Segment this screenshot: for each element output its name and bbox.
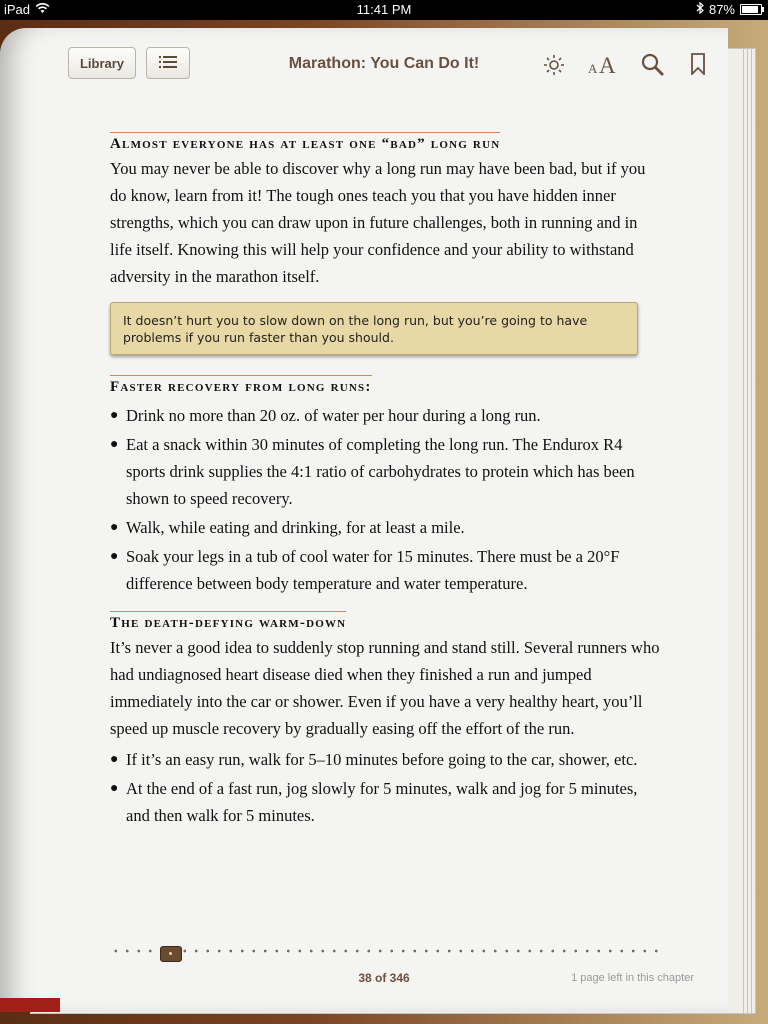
page-number: 38 of 346 (358, 971, 410, 985)
table-of-contents-button[interactable] (146, 47, 190, 79)
list-item: ● If it’s an easy run, walk for 5–10 minutes before going to the car, shower, etc. (110, 750, 638, 769)
list-item: ● Walk, while eating and drinking, for at least a mile. (110, 518, 465, 537)
list-item-text: Eat a snack within 30 minutes of completing the long run. The Endurox R4 sports drink supplies the 4:1 ratio of carbohydrates to protein which has been shown to speed recovery. (126, 435, 635, 508)
tip-box: It doesn’t hurt you to slow down on the long run, but you’re going to have problems if you run faster than you should. (110, 302, 638, 355)
section-heading: The death-defying warm-down (110, 611, 346, 632)
page-content (110, 132, 660, 831)
section-heading: Faster recovery from long runs: (110, 375, 372, 396)
library-button[interactable]: Library (68, 47, 136, 79)
paragraph: You may never be able to discover why a long run may have been bad, but if you do know, learn from it! The tough ones teach you that you have hidden inner strengths, which you can draw upon in future challenges, both in running and in life itself. Knowing this will help your confidence and your ability to withstand adversity in the marathon itself. (110, 159, 646, 286)
list-item: ● At the end of a fast run, jog slowly for 5 minutes, walk and jog for 5 minutes, and then walk for 5 minutes. (110, 779, 638, 825)
svg-text:A: A (599, 53, 616, 76)
list-item: ● Soak your legs in a tub of cool water for 15 minutes. There must be a 20°F difference between body temperature and water temperature. (110, 547, 620, 593)
search-icon[interactable] (641, 53, 665, 82)
list-item: ● Eat a snack within 30 minutes of completing the long run. The Endurox R4 sports drink supplies the 4:1 ratio of carbohydrates to protein which has been shown to speed recovery. (110, 435, 635, 508)
list-item-text: Walk, while eating and drinking, for at least a mile. (126, 518, 465, 537)
list-icon (159, 55, 177, 72)
bullet-list (110, 746, 660, 829)
list-item-text: Soak your legs in a tub of cool water for 15 minutes. There must be a 20°F difference between body temperature and water temperature. (126, 547, 620, 593)
bullet-list (110, 402, 660, 597)
scrubber-knob[interactable] (160, 946, 182, 962)
list-item: ● Drink no more than 20 oz. of water per hour during a long run. (110, 406, 541, 425)
list-item-text: Drink no more than 20 oz. of water per hour during a long run. (126, 406, 541, 425)
svg-text:A: A (588, 61, 598, 76)
book-title: Marathon: You Can Do It! (288, 55, 480, 72)
paragraph: It’s never a good idea to suddenly stop running and stand still. Several runners who had undiagnosed heart disease died when they finished a run and jumped immediately into the car or shower. Even if you have a very healthy heart, you’ll speed up muscle recovery by gradually easing off the effort of the run. (110, 638, 660, 738)
device-label: iPad (4, 2, 31, 17)
brightness-icon[interactable] (543, 54, 565, 81)
bookmark-icon[interactable] (691, 53, 705, 80)
section-heading: Almost everyone has at least one “bad” long run (110, 132, 500, 153)
list-item-text: At the end of a fast run, jog slowly for 5 minutes, walk and jog for 5 minutes, and then walk for 5 minutes. (126, 779, 638, 825)
battery-percent: 87% (708, 2, 735, 17)
page-scrubber[interactable] (110, 945, 658, 961)
list-item-text: If it’s an easy run, walk for 5–10 minutes before going to the car, shower, etc. (126, 750, 638, 769)
status-bar (0, 0, 768, 20)
bluetooth-icon (696, 2, 704, 17)
battery-icon (740, 4, 762, 15)
font-size-icon[interactable] (588, 50, 620, 81)
clock: 11:41 PM (356, 2, 412, 17)
scrubber-track[interactable] (110, 949, 658, 953)
page-edge (0, 998, 60, 1012)
pages-left-in-chapter: 1 page left in this chapter (571, 972, 694, 984)
